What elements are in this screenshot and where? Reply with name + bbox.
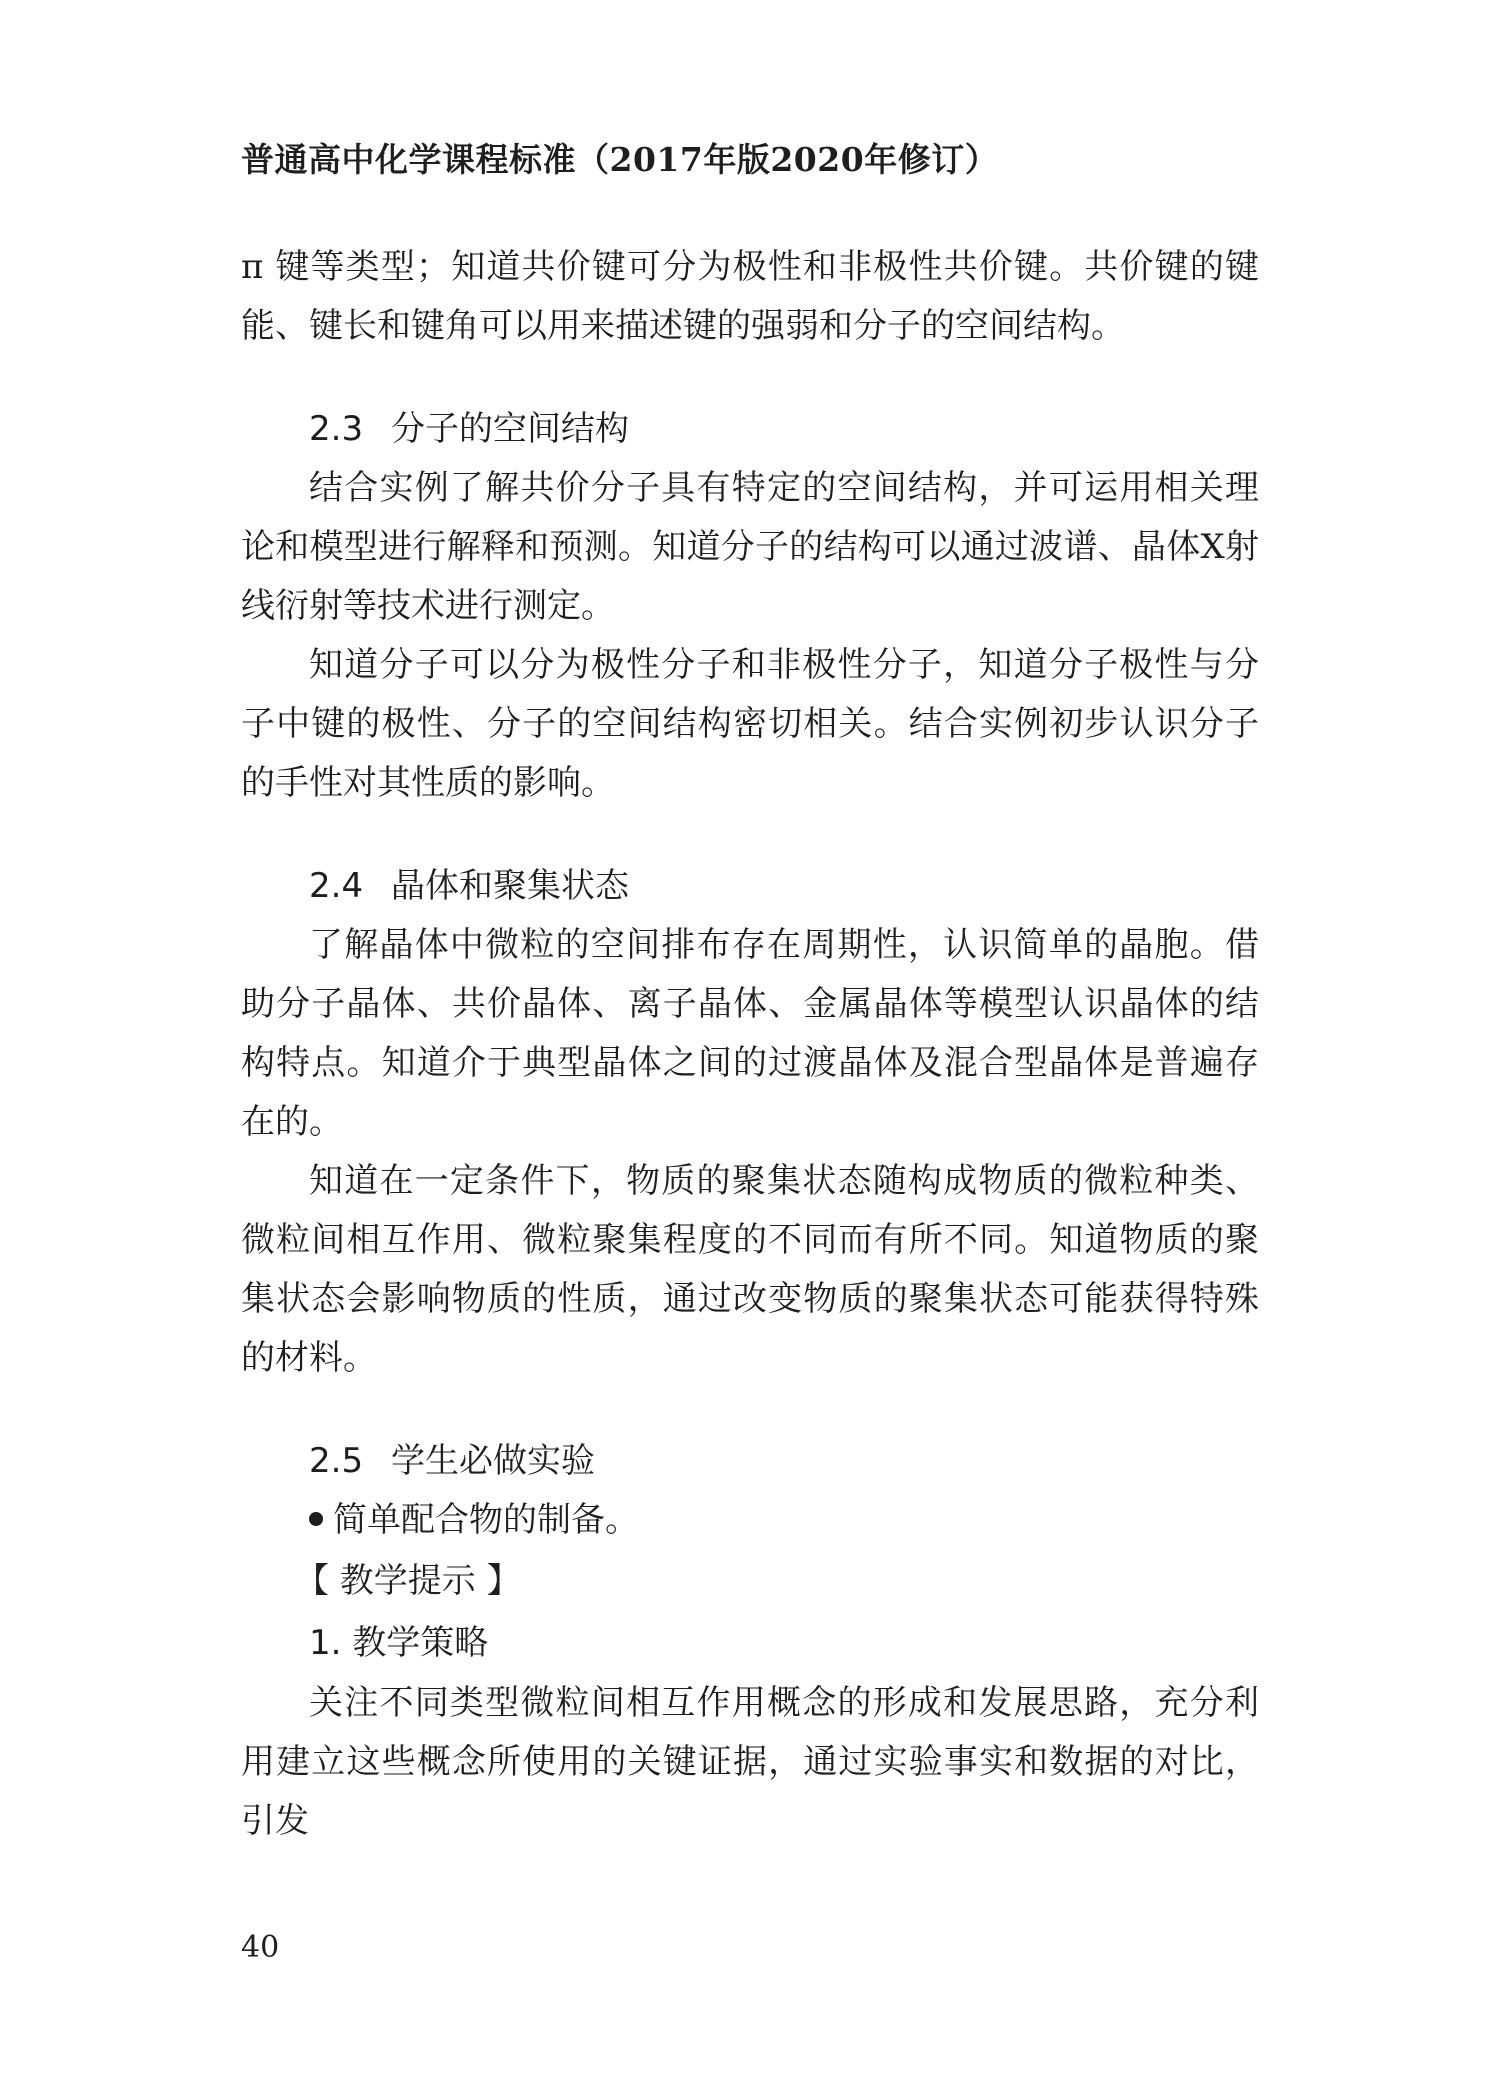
section-number: 2.4 xyxy=(309,866,364,906)
page-number: 40 xyxy=(241,1930,280,1965)
section-title: 分子的空间结构 xyxy=(391,409,629,449)
bullet-icon xyxy=(309,1512,323,1526)
section-title: 学生必做实验 xyxy=(391,1441,595,1481)
section-heading-2-5 xyxy=(241,1432,1259,1491)
paragraph-molecular-structure: 结合实例了解共价分子具有特定的空间结构，并可运用相关理论和模型进行解释和预测。知道分子的结构可以通过波谱、晶体X射线衍射等技术进行测定。 xyxy=(241,468,1259,626)
paragraph-aggregation-state: 知道在一定条件下，物质的聚集状态随构成物质的微粒种类、微粒间相互作用、微粒聚集程度的不同而有所不同。知道物质的聚集状态会影响物质的性质，通过改变物质的聚集状态可能获得特殊的材料。 xyxy=(241,1161,1259,1378)
experiment-text: 简单配合物的制备。 xyxy=(333,1500,639,1540)
section-title: 晶体和聚集状态 xyxy=(391,866,629,906)
paragraph-crystal-structure: 了解晶体中微粒的空间排布存在周期性，认识简单的晶胞。借助分子晶体、共价晶体、离子晶体、金属晶体等模型认识晶体的结构特点。知道介于典型晶体之间的过渡晶体及混合型晶体是普遍存在的。 xyxy=(241,925,1259,1142)
teaching-tips-title: 【 教学提示 】 xyxy=(295,1561,521,1601)
page-content xyxy=(241,238,1259,1851)
paragraph-molecular-polarity: 知道分子可以分为极性分子和非极性分子，知道分子极性与分子中键的极性、分子的空间结构密切相关。结合实例初步认识分子的手性对其性质的影响。 xyxy=(241,645,1259,803)
section-number: 2.5 xyxy=(309,1441,364,1481)
teaching-strategy-heading: 1. 教学策略 xyxy=(309,1623,489,1663)
section-number: 2.3 xyxy=(309,409,364,449)
paragraph-teaching-strategy: 关注不同类型微粒间相互作用概念的形成和发展思路，充分利用建立这些概念所使用的关键证据，通过实验事实和数据的对比，引发 xyxy=(241,1683,1259,1841)
experiment-list-item xyxy=(241,1491,1259,1550)
paragraph-bond-types: π 键等类型；知道共价键可分为极性和非极性共价键。共价键的键能、键长和键角可以用来描述键的强弱和分子的空间结构。 xyxy=(241,247,1259,346)
running-header: 普通高中化学课程标准（2017年版2020年修订） xyxy=(241,140,999,179)
section-heading-2-4 xyxy=(241,857,1259,916)
section-heading-2-3 xyxy=(241,400,1259,459)
